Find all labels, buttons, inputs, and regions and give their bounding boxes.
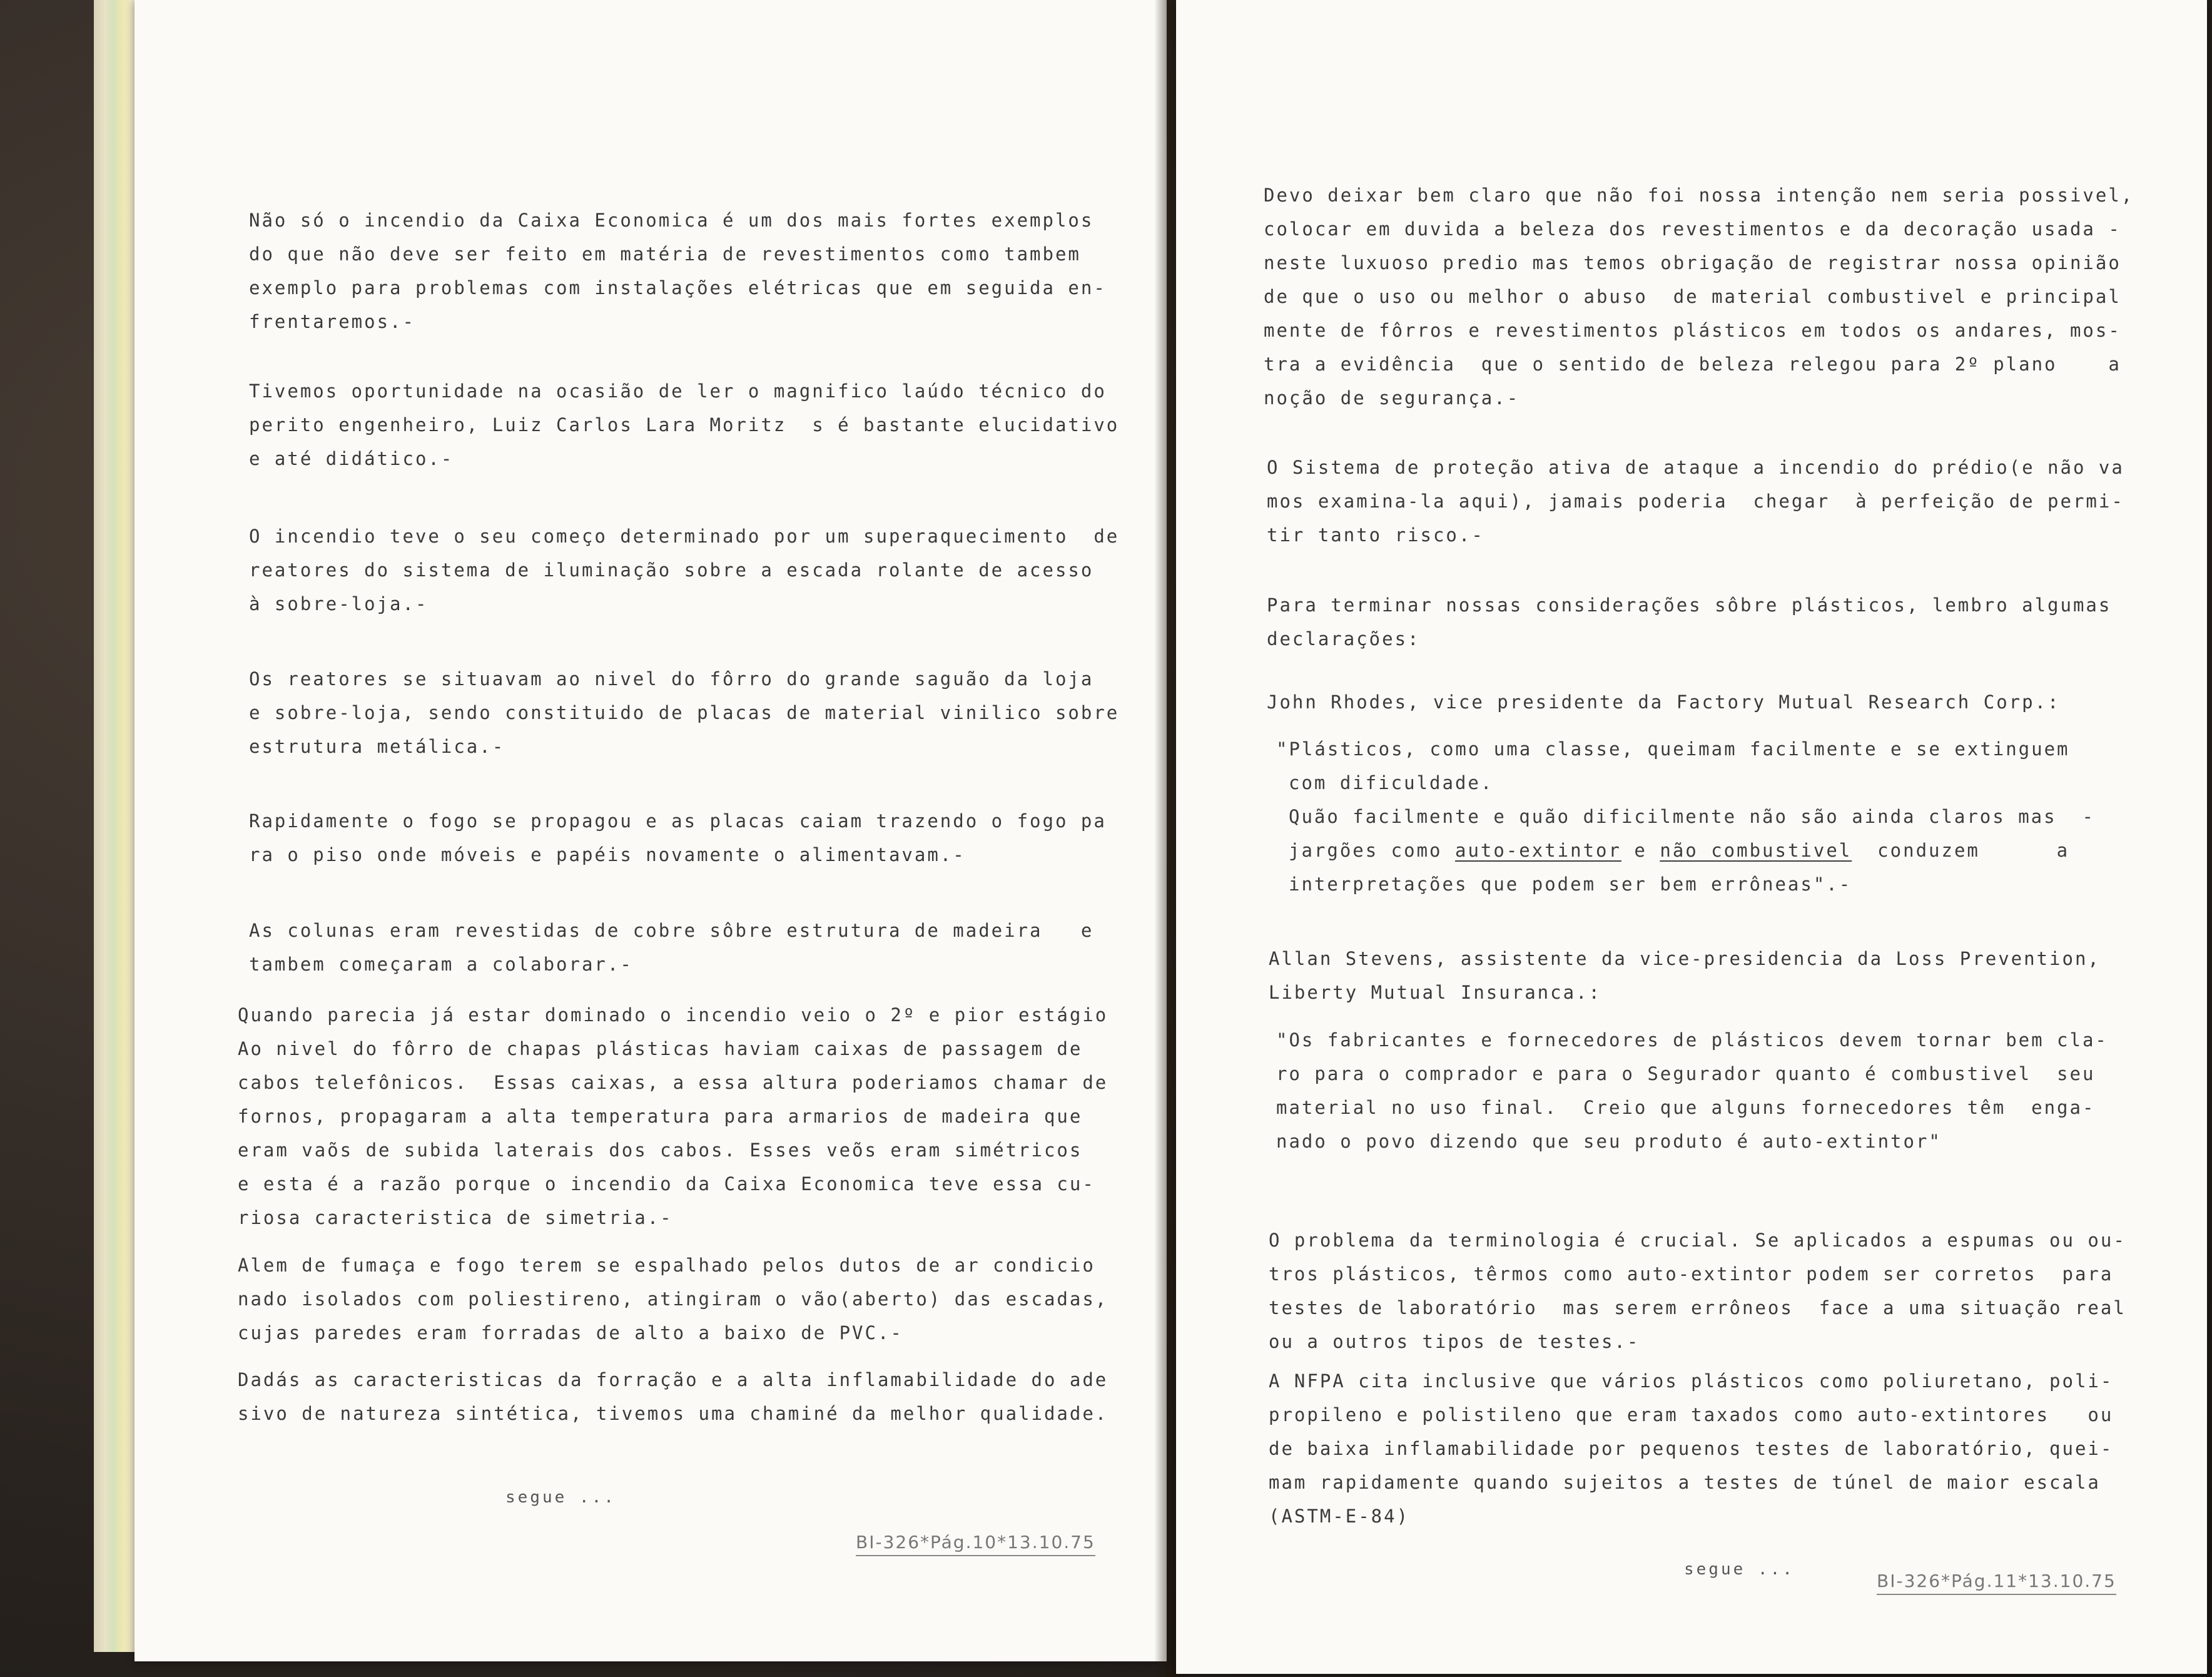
- right-paragraph-3: Para terminar nossas considerações sôbre plásticos, lembro algumas declarações:: [1267, 594, 2112, 650]
- rhodes-quote-line-1: "Plásticos, como uma classe, queimam facilmente e se extinguem: [1276, 738, 2070, 760]
- rhodes-quote-line-4a: jargões como: [1289, 840, 1455, 861]
- rhodes-quote-line-2: com dificuldade.: [1289, 772, 1494, 793]
- rhodes-quote-line-3: Quão facilmente e quão dificilmente não são ainda claros mas -: [1289, 806, 2095, 827]
- left-page-reference: BI-326*Pág.10*13.10.75: [856, 1532, 1095, 1556]
- right-paragraph-4: O problema da terminologia é crucial. Se aplicados a espumas ou ou- tros plásticos, têrmos como auto-extintor podem ser corretos para testes de laboratório mas serem errôneos face a uma situação real ou a outros tipos de testes.-: [1269, 1230, 2126, 1352]
- left-paragraph-4: Os reatores se situavam ao nivel do fôrro do grande saguão da loja e sobre-loja, sendo constituido de placas de material vinilico sobre estrutura metálica.-: [249, 668, 1120, 757]
- right-paragraph-1: Devo deixar bem claro que não foi nossa intenção nem seria possivel, colocar em duvida a beleza dos revestimentos e da decoração usada - neste luxuoso predio mas temos obrigação de registrar nossa opinião de que o uso ou melhor o abuso de material combustivel e principal mente de fôrros e revestimentos plásticos em todos os andares, mos- tra a evidência que o sentido de beleza relegou para 2º plano a noção de segurança.-: [1264, 185, 2134, 409]
- stevens-attribution: Allan Stevens, assistente da vice-presidencia da Loss Prevention, Liberty Mutual Insuranca.:: [1269, 948, 2101, 1003]
- left-paragraph-9: Dadás as caracteristicas da forração e a alta inflamabilidade do ade sivo de natureza sintética, tivemos uma chaminé da melhor qualidade.: [238, 1369, 1109, 1424]
- left-paragraph-7: Quando parecia já estar dominado o incendio veio o 2º e pior estágio Ao nivel do fôrro de chapas plásticas haviam caixas de passagem de cabos telefônicos. Essas caixas, a essa altura poderiamos chamar de fornos, propagaram a alta temperatura para armarios de madeira que eram vaõs de subida laterais dos cabos. Esses veõs eram simétricos e esta é a razão porque o incendio da Caixa Economica teve essa cu- riosa caracteristica de simetria.-: [238, 1004, 1109, 1228]
- rhodes-quote-line-4b: e: [1621, 840, 1660, 861]
- left-paragraph-8: Alem de fumaça e fogo terem se espalhado pelos dutos de ar condicio nado isolados com poliestireno, atingiram o vão(aberto) das escadas, cujas paredes eram forradas de alto a baixo de PVC.-: [238, 1255, 1109, 1343]
- rhodes-quote-line-4c: conduzem a: [1852, 840, 2070, 861]
- right-continuation-note: segue ...: [1684, 1560, 1795, 1579]
- left-paragraph-5: Rapidamente o fogo se propagou e as placas caiam trazendo o fogo pa ra o piso onde móveis e papéis novamente o alimentavam.-: [249, 810, 1107, 865]
- stevens-quote: "Os fabricantes e fornecedores de plásticos devem tornar bem cla- ro para o comprador e para o Segurador quanto é combustivel seu material no uso final. Creio que alguns fornecedores têm enga- nado o povo dizendo que seu produto é auto-extintor": [1276, 1029, 2108, 1152]
- underlined-term-nao-combustivel: não combustivel: [1660, 840, 1852, 861]
- right-page: [1176, 0, 2207, 1674]
- left-paragraph-6: As colunas eram revestidas de cobre sôbre estrutura de madeira e tambem começaram a colaborar.-: [249, 920, 1094, 975]
- rhodes-quote: [1276, 732, 2095, 901]
- left-paragraph-1: Não só o incendio da Caixa Economica é um dos mais fortes exemplos do que não deve ser feito em matéria de revestimentos como tambem exemplo para problemas com instalações elétricas que em seguida en- frentaremos.-: [249, 210, 1107, 332]
- right-paragraph-2: O Sistema de proteção ativa de ataque a incendio do prédio(e não va mos examina-la aqui), jamais poderia chegar à perfeição de permi- tir tanto risco.-: [1267, 457, 2124, 546]
- right-paragraph-5: A NFPA cita inclusive que vários plásticos como poliuretano, poli- propileno e polistileno que eram taxados como auto-extintores ou de baixa inflamabilidade por pequenos testes de laboratório, quei- mam rapidamente quando sujeitos a testes de túnel de maior escala (ASTM-E-84): [1269, 1370, 2114, 1527]
- left-page: [134, 0, 1167, 1661]
- rhodes-attribution: John Rhodes, vice presidente da Factory Mutual Research Corp.:: [1267, 691, 2061, 713]
- rhodes-quote-line-5: interpretações que podem ser bem errôneas".-: [1289, 874, 1852, 895]
- left-paragraph-2: Tivemos oportunidade na ocasião de ler o magnifico laúdo técnico do perito engenheiro, Luiz Carlos Lara Moritz s é bastante elucidativo e até didático.-: [249, 380, 1120, 469]
- left-paragraph-3: O incendio teve o seu começo determinado por um superaquecimento de reatores do sistema de iluminação sobre a escada rolante de acesso à sobre-loja.-: [249, 526, 1120, 614]
- underlined-term-auto-extintor: auto-extintor: [1454, 840, 1621, 861]
- right-page-reference: BI-326*Pág.11*13.10.75: [1877, 1571, 2116, 1595]
- left-continuation-note: segue ...: [505, 1488, 616, 1507]
